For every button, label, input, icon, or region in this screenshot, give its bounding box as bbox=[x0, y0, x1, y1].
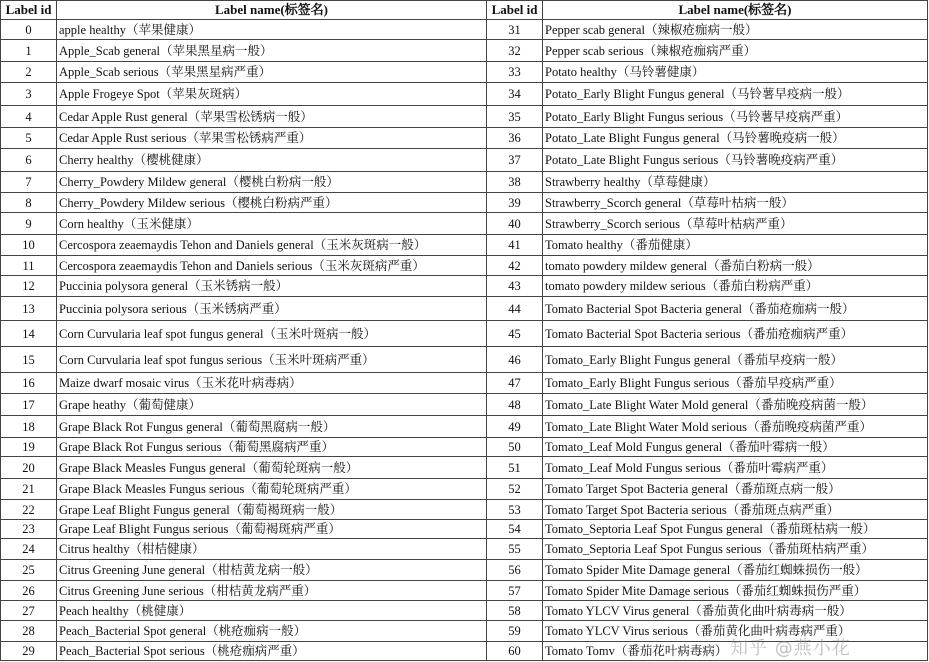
label-name-cell: Grape Black Rot Fungus serious（葡萄黑腐病严重） bbox=[57, 438, 487, 457]
label-id-cell: 52 bbox=[487, 479, 543, 500]
table-row bbox=[1, 149, 928, 172]
label-name-cell: Tomato Target Spot Bacteria general（番茄斑点病一般） bbox=[543, 479, 928, 500]
label-name-cell: Tomato_Early Blight Fungus general（番茄早疫病一般） bbox=[543, 347, 928, 373]
label-id-cell: 15 bbox=[1, 347, 57, 373]
label-name-cell: Tomato_Septoria Leaf Spot Fungus serious（番茄斑枯病严重） bbox=[543, 539, 928, 560]
table-row bbox=[1, 106, 928, 128]
label-name-cell: Cherry_Powdery Mildew serious（樱桃白粉病严重） bbox=[57, 193, 487, 213]
label-id-cell: 56 bbox=[487, 560, 543, 581]
header-label-id-left: Label id bbox=[1, 1, 57, 20]
label-id-cell: 29 bbox=[1, 642, 57, 661]
label-id-cell: 2 bbox=[1, 62, 57, 83]
label-name-cell: Grape Black Measles Fungus general（葡萄轮斑病一般） bbox=[57, 457, 487, 479]
label-name-cell: Grape Leaf Blight Fungus general（葡萄褐斑病一般） bbox=[57, 500, 487, 520]
label-name-cell: Tomato_Septoria Leaf Spot Fungus general（番茄斑枯病一般） bbox=[543, 520, 928, 539]
label-id-cell: 48 bbox=[487, 394, 543, 416]
table-row bbox=[1, 62, 928, 83]
label-name-cell: Corn healthy（玉米健康） bbox=[57, 213, 487, 235]
header-row bbox=[1, 1, 928, 20]
label-name-cell: Grape heathy（葡萄健康） bbox=[57, 394, 487, 416]
label-name-cell: Puccinia polysora serious（玉米锈病严重） bbox=[57, 297, 487, 321]
table-row bbox=[1, 20, 928, 40]
label-name-cell: Puccinia polysora general（玉米锈病一般） bbox=[57, 276, 487, 297]
label-id-cell: 57 bbox=[487, 581, 543, 601]
label-id-cell: 49 bbox=[487, 416, 543, 438]
label-name-cell: Potato_Early Blight Fungus serious（马铃薯早疫病严重） bbox=[543, 106, 928, 128]
table-row bbox=[1, 560, 928, 581]
label-id-cell: 28 bbox=[1, 621, 57, 642]
label-name-cell: Citrus Greening June serious（柑桔黄龙病严重） bbox=[57, 581, 487, 601]
label-name-cell: Cedar Apple Rust general（苹果雪松锈病一般） bbox=[57, 106, 487, 128]
label-id-cell: 1 bbox=[1, 40, 57, 62]
label-id-cell: 36 bbox=[487, 128, 543, 149]
label-name-cell: Peach_Bacterial Spot general（桃疮痂病一般） bbox=[57, 621, 487, 642]
table-row bbox=[1, 172, 928, 193]
table-row bbox=[1, 83, 928, 106]
table-row bbox=[1, 520, 928, 539]
label-id-cell: 41 bbox=[487, 235, 543, 256]
label-id-cell: 25 bbox=[1, 560, 57, 581]
label-name-cell: Corn Curvularia leaf spot fungus serious（玉米叶斑病严重） bbox=[57, 347, 487, 373]
label-name-cell: apple healthy（苹果健康） bbox=[57, 20, 487, 40]
label-name-cell: Tomato Bacterial Spot Bacteria serious（番茄疮痂病严重） bbox=[543, 321, 928, 347]
label-id-cell: 11 bbox=[1, 256, 57, 276]
label-name-cell: Apple Frogeye Spot（苹果灰斑病） bbox=[57, 83, 487, 106]
label-id-cell: 9 bbox=[1, 213, 57, 235]
label-name-cell: Citrus Greening June general（柑桔黄龙病一般） bbox=[57, 560, 487, 581]
table-row bbox=[1, 416, 928, 438]
label-id-cell: 53 bbox=[487, 500, 543, 520]
label-name-cell: Tomato_Late Blight Water Mold general（番茄晚疫病菌一般） bbox=[543, 394, 928, 416]
label-name-cell: Cercospora zeaemaydis Tehon and Daniels general（玉米灰斑病一般） bbox=[57, 235, 487, 256]
label-id-cell: 21 bbox=[1, 479, 57, 500]
label-id-cell: 17 bbox=[1, 394, 57, 416]
label-name-cell: Tomato_Late Blight Water Mold serious（番茄晚疫病菌严重） bbox=[543, 416, 928, 438]
header-label-name-right: Label name(标签名) bbox=[543, 1, 928, 20]
label-id-cell: 59 bbox=[487, 621, 543, 642]
label-id-cell: 60 bbox=[487, 642, 543, 661]
label-name-cell: Strawberry_Scorch general（草莓叶枯病一般） bbox=[543, 193, 928, 213]
table-row bbox=[1, 321, 928, 347]
label-name-cell: tomato powdery mildew serious（番茄白粉病严重） bbox=[543, 276, 928, 297]
label-name-cell: Tomato Bacterial Spot Bacteria general（番茄疮痂病一般） bbox=[543, 297, 928, 321]
label-name-cell: Strawberry_Scorch serious（草莓叶枯病严重） bbox=[543, 213, 928, 235]
label-name-cell: Grape Black Measles Fungus serious（葡萄轮斑病严重） bbox=[57, 479, 487, 500]
label-name-cell: Tomato Spider Mite Damage general（番茄红蜘蛛损伤一般） bbox=[543, 560, 928, 581]
label-name-cell: tomato powdery mildew general（番茄白粉病一般） bbox=[543, 256, 928, 276]
table-row bbox=[1, 213, 928, 235]
label-id-cell: 39 bbox=[487, 193, 543, 213]
label-name-cell: Citrus healthy（柑桔健康） bbox=[57, 539, 487, 560]
label-id-cell: 42 bbox=[487, 256, 543, 276]
label-id-cell: 44 bbox=[487, 297, 543, 321]
label-id-cell: 18 bbox=[1, 416, 57, 438]
label-id-cell: 38 bbox=[487, 172, 543, 193]
label-id-cell: 20 bbox=[1, 457, 57, 479]
label-id-cell: 37 bbox=[487, 149, 543, 172]
label-id-cell: 4 bbox=[1, 106, 57, 128]
label-name-cell: Strawberry healthy（草莓健康） bbox=[543, 172, 928, 193]
label-id-cell: 40 bbox=[487, 213, 543, 235]
label-id-cell: 27 bbox=[1, 601, 57, 621]
table-row bbox=[1, 500, 928, 520]
watermark-text: 知乎 @燕小花 bbox=[730, 638, 851, 659]
label-id-cell: 51 bbox=[487, 457, 543, 479]
label-name-cell: Maize dwarf mosaic virus（玉米花叶病毒病） bbox=[57, 373, 487, 394]
table-row bbox=[1, 581, 928, 601]
label-name-cell: Peach_Bacterial Spot serious（桃疮痂病严重） bbox=[57, 642, 487, 661]
label-name-cell: Cedar Apple Rust serious（苹果雪松锈病严重） bbox=[57, 128, 487, 149]
label-name-cell: Tomato_Leaf Mold Fungus general（番茄叶霉病一般） bbox=[543, 438, 928, 457]
table-row bbox=[1, 601, 928, 621]
label-name-cell: Potato healthy（马铃薯健康） bbox=[543, 62, 928, 83]
label-name-cell: Tomato YLCV Virus general（番茄黄化曲叶病毒病一般） bbox=[543, 601, 928, 621]
table-row bbox=[1, 128, 928, 149]
label-id-cell: 54 bbox=[487, 520, 543, 539]
label-name-cell: Potato_Late Blight Fungus general（马铃薯晚疫病一般） bbox=[543, 128, 928, 149]
table-row bbox=[1, 40, 928, 62]
label-name-cell: Potato_Late Blight Fungus serious（马铃薯晚疫病严重） bbox=[543, 149, 928, 172]
label-name-cell: Grape Black Rot Fungus general（葡萄黑腐病一般） bbox=[57, 416, 487, 438]
table-row bbox=[1, 276, 928, 297]
label-name-cell: Cercospora zeaemaydis Tehon and Daniels serious（玉米灰斑病严重） bbox=[57, 256, 487, 276]
table-row bbox=[1, 438, 928, 457]
table-row bbox=[1, 193, 928, 213]
label-id-cell: 50 bbox=[487, 438, 543, 457]
label-name-cell: Pepper scab serious（辣椒疮痂病严重） bbox=[543, 40, 928, 62]
label-id-cell: 16 bbox=[1, 373, 57, 394]
table-row bbox=[1, 457, 928, 479]
label-name-cell: Pepper scab general（辣椒疮痂病一般） bbox=[543, 20, 928, 40]
label-id-cell: 0 bbox=[1, 20, 57, 40]
label-id-cell: 6 bbox=[1, 149, 57, 172]
table-row bbox=[1, 539, 928, 560]
label-id-cell: 47 bbox=[487, 373, 543, 394]
label-id-cell: 8 bbox=[1, 193, 57, 213]
label-id-cell: 5 bbox=[1, 128, 57, 149]
label-id-cell: 3 bbox=[1, 83, 57, 106]
label-id-cell: 32 bbox=[487, 40, 543, 62]
label-name-cell: Potato_Early Blight Fungus general（马铃薯早疫病一般） bbox=[543, 83, 928, 106]
label-id-cell: 10 bbox=[1, 235, 57, 256]
label-id-cell: 43 bbox=[487, 276, 543, 297]
label-id-cell: 31 bbox=[487, 20, 543, 40]
table-row bbox=[1, 347, 928, 373]
label-id-cell: 12 bbox=[1, 276, 57, 297]
label-id-cell: 45 bbox=[487, 321, 543, 347]
header-label-id-right: Label id bbox=[487, 1, 543, 20]
label-id-cell: 19 bbox=[1, 438, 57, 457]
label-id-cell: 46 bbox=[487, 347, 543, 373]
label-id-cell: 35 bbox=[487, 106, 543, 128]
table-row bbox=[1, 235, 928, 256]
table-row bbox=[1, 373, 928, 394]
label-id-cell: 7 bbox=[1, 172, 57, 193]
label-id-cell: 23 bbox=[1, 520, 57, 539]
label-id-cell: 24 bbox=[1, 539, 57, 560]
table-row bbox=[1, 394, 928, 416]
label-name-cell: Corn Curvularia leaf spot fungus general（玉米叶斑病一般） bbox=[57, 321, 487, 347]
label-name-cell: Apple_Scab general（苹果黑星病一般） bbox=[57, 40, 487, 62]
label-name-cell: Tomato YLCV Virus serious（番茄黄化曲叶病毒病严重） bbox=[543, 621, 928, 642]
label-id-cell: 55 bbox=[487, 539, 543, 560]
label-name-cell: Tomato Target Spot Bacteria serious（番茄斑点病严重） bbox=[543, 500, 928, 520]
label-name-cell: Apple_Scab serious（苹果黑星病严重） bbox=[57, 62, 487, 83]
label-name-cell: Tomato Spider Mite Damage serious（番茄红蜘蛛损伤严重） bbox=[543, 581, 928, 601]
label-id-cell: 26 bbox=[1, 581, 57, 601]
label-name-cell: Peach healthy（桃健康） bbox=[57, 601, 487, 621]
table-row bbox=[1, 479, 928, 500]
table-row bbox=[1, 297, 928, 321]
label-id-cell: 58 bbox=[487, 601, 543, 621]
label-id-cell: 22 bbox=[1, 500, 57, 520]
label-name-cell: Tomato Tomv（番茄花叶病毒病） bbox=[543, 642, 928, 661]
label-name-cell: Tomato_Early Blight Fungus serious（番茄早疫病严重） bbox=[543, 373, 928, 394]
label-name-cell: Cherry_Powdery Mildew general（樱桃白粉病一般） bbox=[57, 172, 487, 193]
label-name-cell: Cherry healthy（樱桃健康） bbox=[57, 149, 487, 172]
header-label-name-left: Label name(标签名) bbox=[57, 1, 487, 20]
label-name-cell: Tomato healthy（番茄健康） bbox=[543, 235, 928, 256]
label-id-cell: 14 bbox=[1, 321, 57, 347]
label-id-cell: 33 bbox=[487, 62, 543, 83]
label-id-cell: 34 bbox=[487, 83, 543, 106]
label-id-cell: 13 bbox=[1, 297, 57, 321]
table-row bbox=[1, 256, 928, 276]
label-name-cell: Grape Leaf Blight Fungus serious（葡萄褐斑病严重） bbox=[57, 520, 487, 539]
label-name-cell: Tomato_Leaf Mold Fungus serious（番茄叶霉病严重） bbox=[543, 457, 928, 479]
